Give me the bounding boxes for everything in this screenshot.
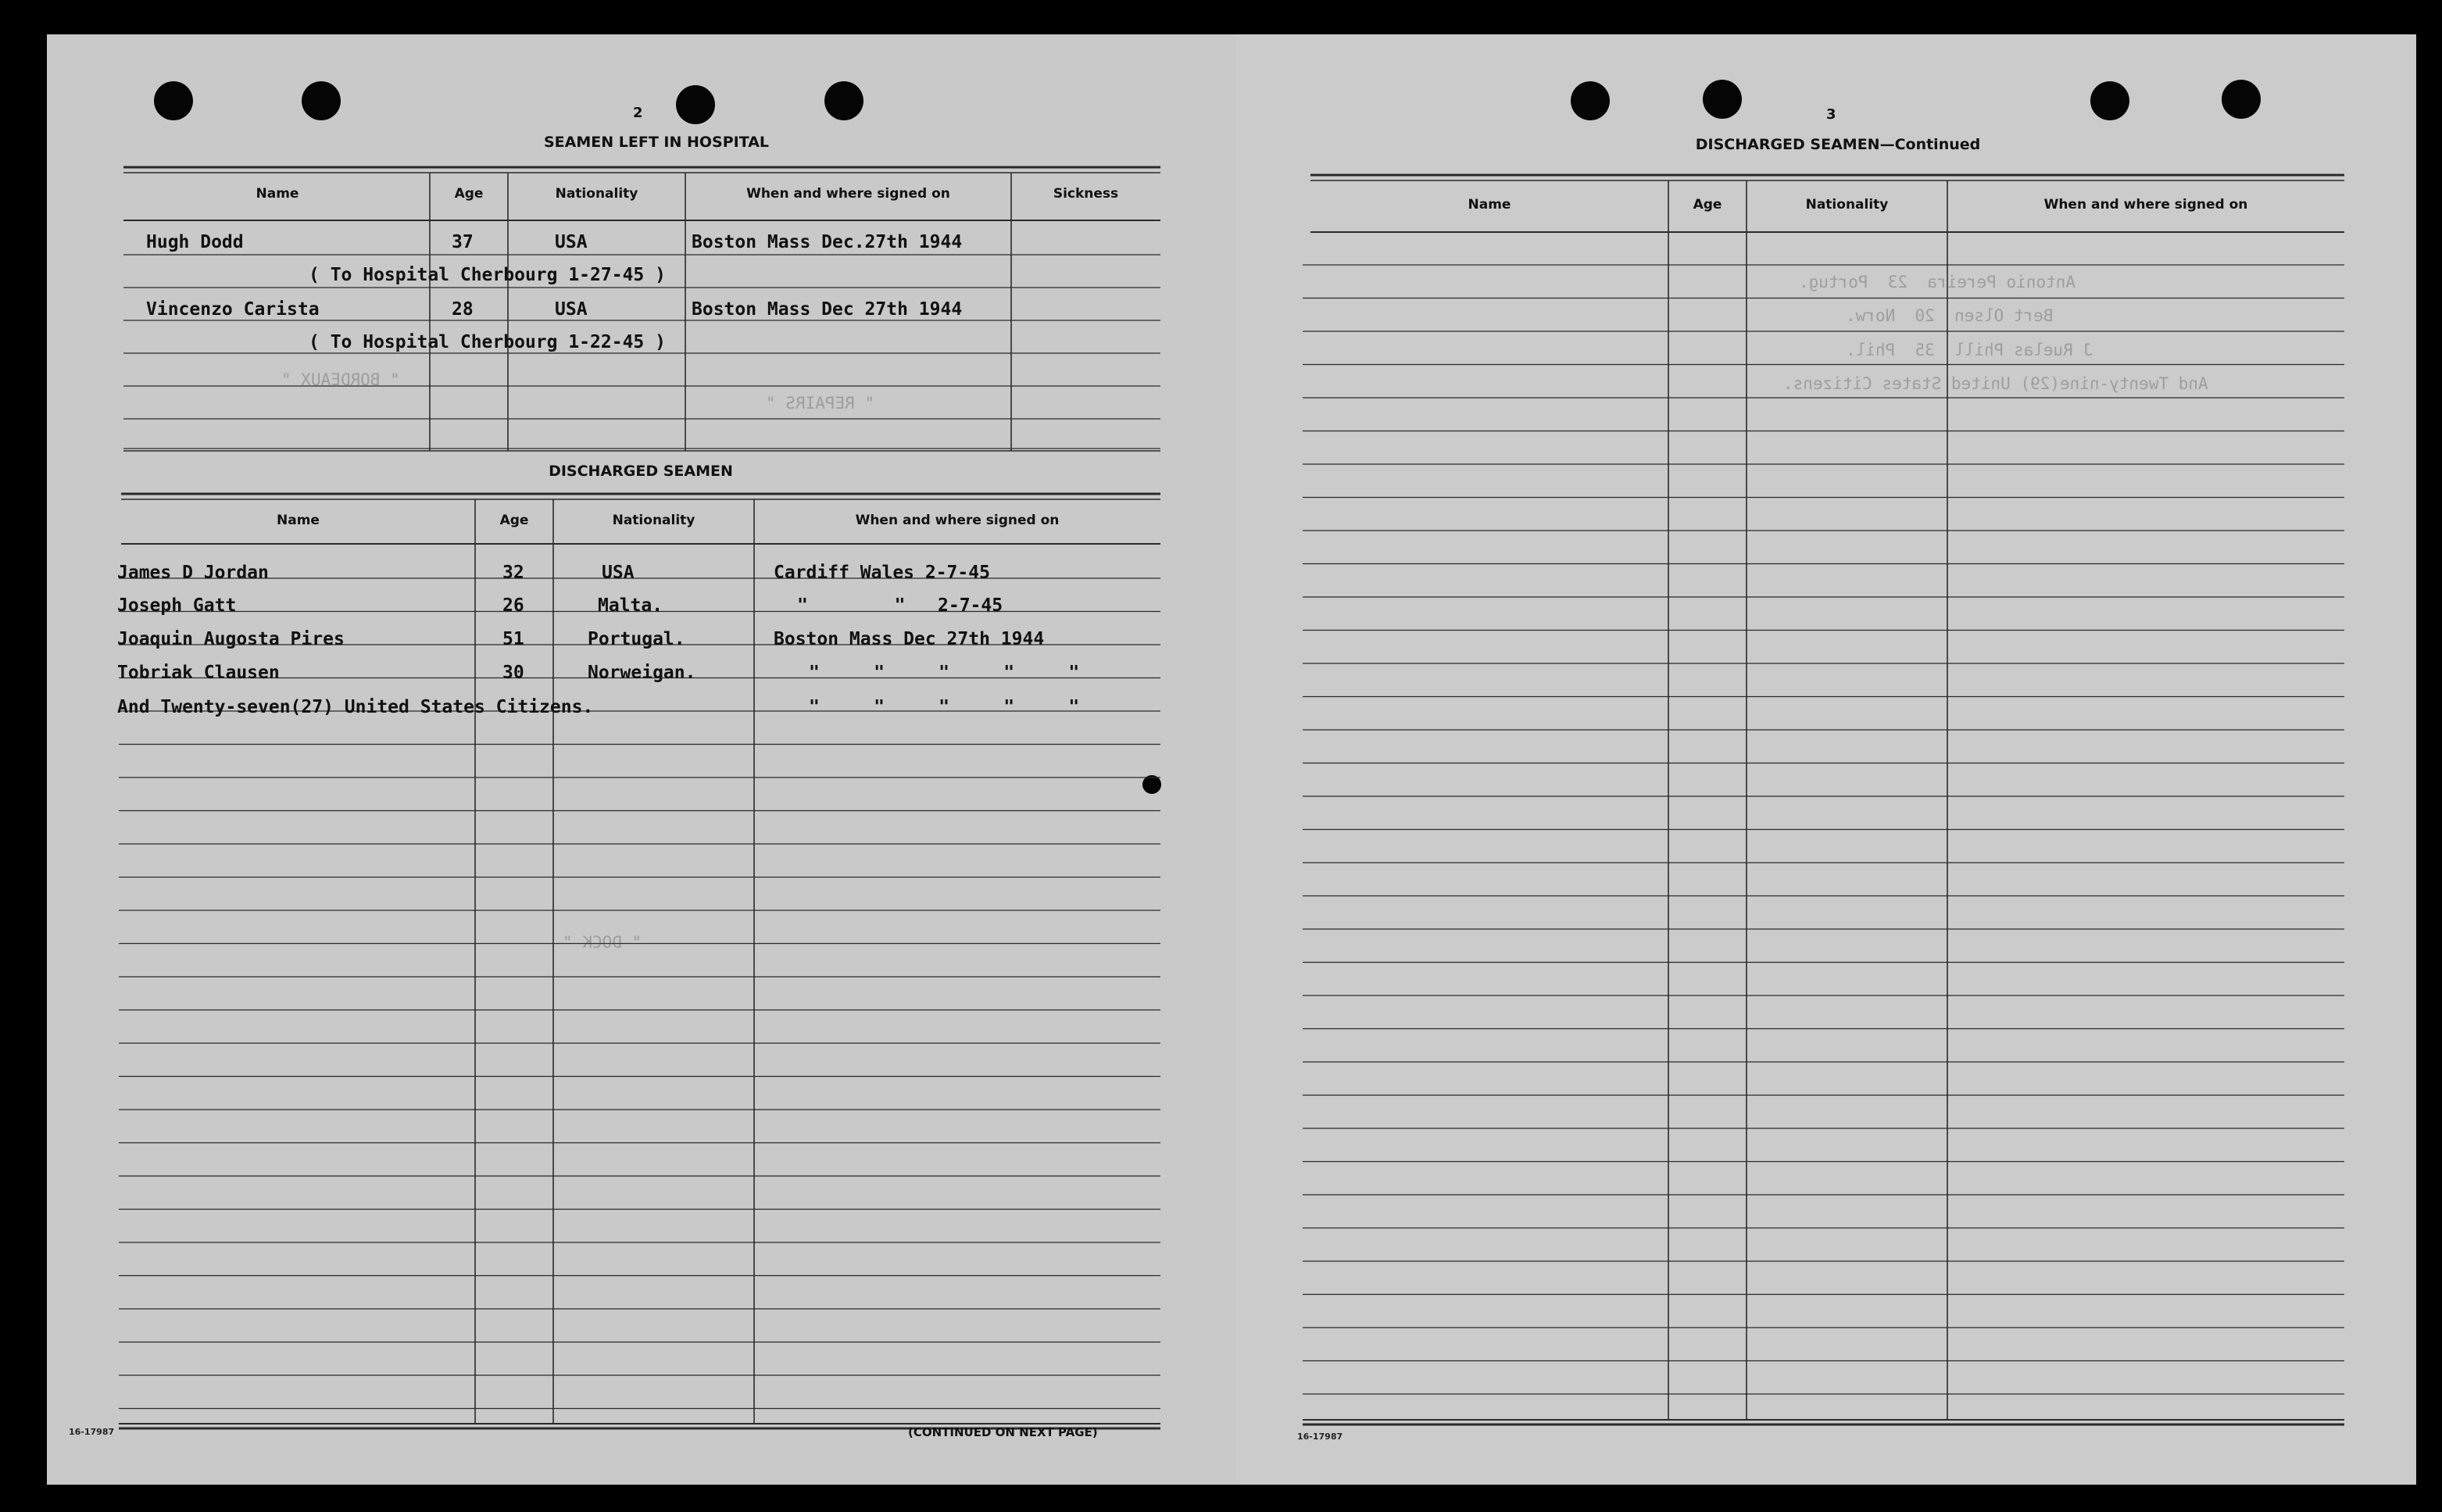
form-number: 16-17987 xyxy=(1297,1432,1343,1442)
col-header-name: Name xyxy=(256,186,299,202)
hospital-row-signed-on: Boston Mass Dec 27th 1944 xyxy=(692,299,963,320)
discharged-summary-ditto: " " " " " xyxy=(809,697,1080,717)
hospital-row-nationality: USA xyxy=(555,299,588,320)
bleed-through: Bert Olsen 20 Norw. xyxy=(1846,306,2054,325)
discharged-row-age: 32 xyxy=(502,563,524,583)
bleed-through: " DOCK " xyxy=(563,933,642,952)
hospital-row-nationality: USA xyxy=(555,232,588,252)
col-header-age: Age xyxy=(1693,197,1722,213)
hospital-row-signed-on: Boston Mass Dec.27th 1944 xyxy=(692,232,963,252)
bleed-through: " BORDEAUX " xyxy=(281,370,400,389)
bleed-through: J Ruelas Phill 35 Phil. xyxy=(1846,341,2093,359)
discharged-row-name: Joaquin Augosta Pires xyxy=(117,629,345,649)
discharged-row-nationality: Malta. xyxy=(598,595,663,616)
discharged-section-title: DISCHARGED SEAMEN xyxy=(549,463,733,480)
col-header-sickness: Sickness xyxy=(1053,186,1119,202)
discharged-row-signed-on: " " " " " xyxy=(809,663,1080,683)
discharged-row-signed-on: Boston Mass Dec 27th 1944 xyxy=(774,629,1045,649)
left-page xyxy=(47,34,1239,1485)
hospital-row-name: Vincenzo Carista xyxy=(146,299,320,320)
col-header-nationality: Nationality xyxy=(1805,197,1889,213)
discharged-row-nationality: USA xyxy=(602,563,635,583)
bleed-through: Antonio Pereira 23 Portug. xyxy=(1799,273,2076,291)
discharged-row-age: 26 xyxy=(502,595,524,616)
bleed-through: " REPAIRS " xyxy=(766,394,875,413)
hospital-row-note: ( To Hospital Cherbourg 1-22-45 ) xyxy=(309,332,666,352)
right-page xyxy=(1236,34,2416,1485)
col-header-name: Name xyxy=(277,513,320,528)
col-header-age: Age xyxy=(454,186,484,202)
col-header-nationality: Nationality xyxy=(612,513,695,528)
col-header-signed-on: When and where signed on xyxy=(855,513,1060,528)
page-number: 3 xyxy=(1826,106,1836,123)
discharged-row-nationality: Norweigan. xyxy=(588,663,696,683)
discharged-row-age: 30 xyxy=(502,663,524,683)
bleed-through: And Twenty-nine(29) United States Citizens. xyxy=(1783,374,2208,393)
discharged-summary: And Twenty-seven(27) United States Citizens. xyxy=(117,697,594,717)
discharged-row-nationality: Portugal. xyxy=(588,629,685,649)
col-header-age: Age xyxy=(499,513,529,528)
col-header-nationality: Nationality xyxy=(555,186,638,202)
form-number: 16-17987 xyxy=(69,1427,115,1437)
hospital-section-title: SEAMEN LEFT IN HOSPITAL xyxy=(543,134,770,151)
discharged-row-name: Tobriak Clausen xyxy=(117,663,280,683)
hospital-row-note: ( To Hospital Cherbourg 1-27-45 ) xyxy=(309,265,666,285)
discharged-row-name: James D Jordan xyxy=(117,563,269,583)
col-header-name: Name xyxy=(1468,197,1511,213)
discharged-row-signed-on: Cardiff Wales 2-7-45 xyxy=(774,563,990,583)
hospital-row-name: Hugh Dodd xyxy=(146,232,244,252)
right-page-ruling xyxy=(1236,34,2416,1485)
col-header-signed-on: When and where signed on xyxy=(2043,197,2248,213)
discharged-row-name: Joseph Gatt xyxy=(117,595,237,616)
col-header-signed-on: When and where signed on xyxy=(746,186,950,202)
page-number: 2 xyxy=(633,105,643,121)
discharged-row-signed-on: " " 2-7-45 xyxy=(797,595,1003,616)
continued-note: (CONTINUED ON NEXT PAGE) xyxy=(908,1425,1098,1439)
hospital-row-age: 37 xyxy=(452,232,474,252)
hospital-row-age: 28 xyxy=(452,299,474,320)
section-title: DISCHARGED SEAMEN—Continued xyxy=(1695,136,1981,153)
discharged-row-age: 51 xyxy=(502,629,524,649)
